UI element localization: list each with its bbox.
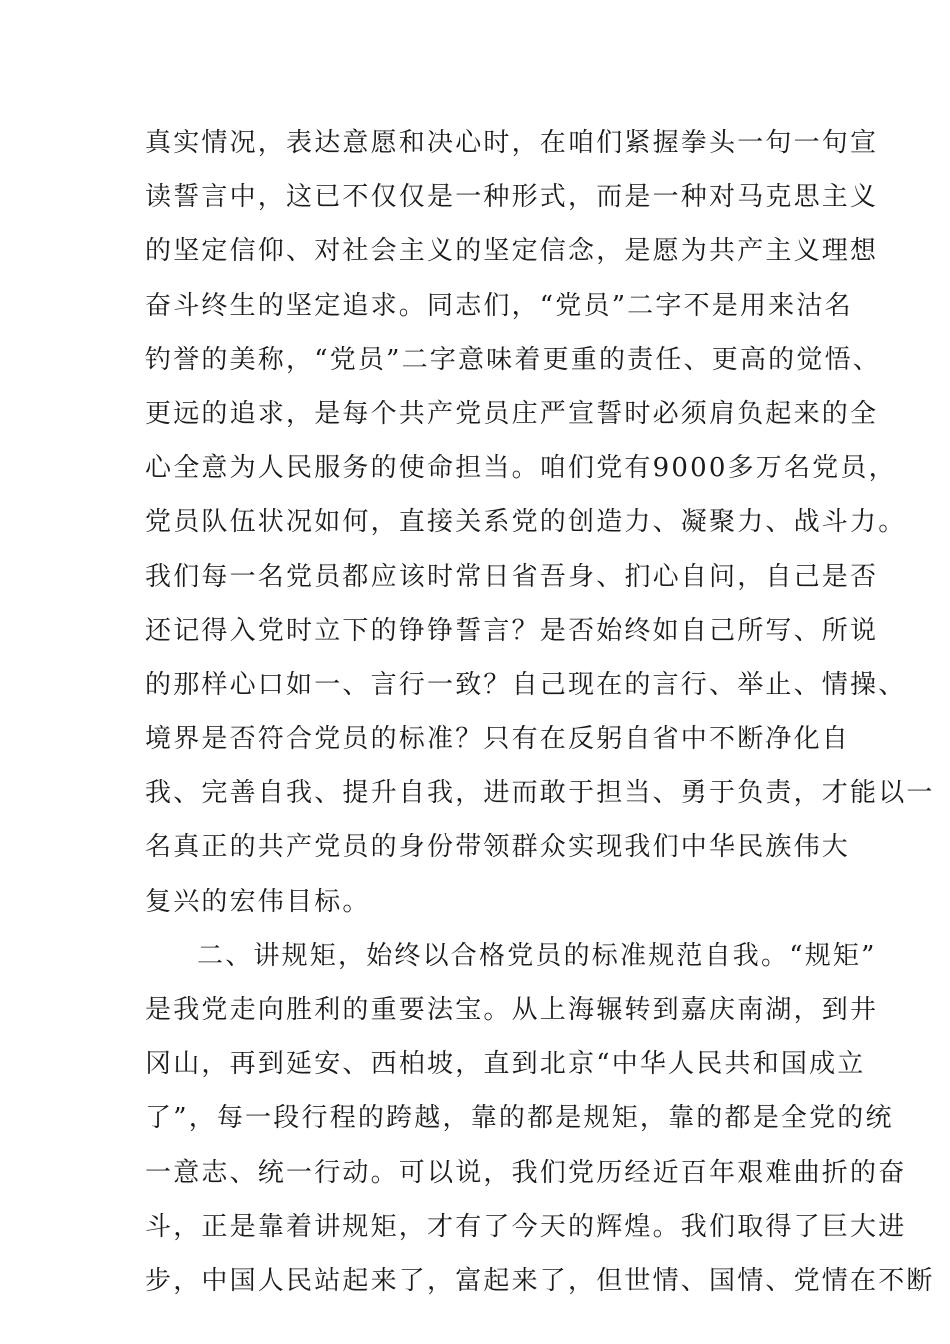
text-line: 了”，每一段行程的跨越，靠的都是规矩，靠的都是全党的统 xyxy=(145,1103,894,1134)
text-line: 步，中国人民站起来了，富起来了，但世情、国情、党情在不断 xyxy=(145,1265,935,1296)
text-line: 名真正的共产党员的身份带领群众实现我们中华民族伟大 xyxy=(145,832,851,863)
text-line: 读誓言中，这已不仅仅是一种形式，而是一种对马克思主义 xyxy=(145,182,879,213)
text-line: 的那样心口如一、言行一致？自己现在的言行、举止、情操、 xyxy=(145,669,907,700)
text-line: 境界是否符合党员的标准？只有在反躬自省中不断净化自 xyxy=(145,724,851,755)
text-line: 心全意为人民服务的使命担当。咱们党有9000多万名党员， xyxy=(145,453,897,484)
text-line: 我们每一名党员都应该时常日省吾身、扪心自问，自己是否 xyxy=(145,561,879,592)
text-line: 奋斗终生的坚定追求。同志们，“党员”二字不是用来沽名 xyxy=(145,290,853,321)
text-line: 还记得入党时立下的铮铮誓言？是否始终如自己所写、所说 xyxy=(145,615,879,646)
text-line: 斗，正是靠着讲规矩，才有了今天的辉煌。我们取得了巨大进 xyxy=(145,1211,907,1242)
text-line: 的坚定信仰、对社会主义的坚定信念，是愿为共产主义理想 xyxy=(145,236,879,267)
body-text xyxy=(145,116,935,1308)
text-line: 我、完善自我、提升自我，进而敢于担当、勇于负责，才能以一 xyxy=(145,778,935,809)
text-line: 党员队伍状况如何，直接关系党的创造力、凝聚力、战斗力。 xyxy=(145,507,907,538)
text-line: 复兴的宏伟目标。 xyxy=(145,886,371,917)
text-line: 是我党走向胜利的重要法宝。从上海辗转到嘉庆南湖，到井 xyxy=(145,995,879,1025)
section-heading-line: 二、讲规矩，始终以合格党员的标准规范自我。“规矩” xyxy=(197,940,877,971)
text-line: 更远的追求，是每个共产党员庄严宣誓时必须肩负起来的全 xyxy=(145,398,879,429)
text-line: 真实情况，表达意愿和决心时，在咱们紧握拳头一句一句宣 xyxy=(145,128,879,158)
text-line: 一意志、统一行动。可以说，我们党历经近百年艰难曲折的奋 xyxy=(145,1157,907,1188)
text-line: 钓誉的美称，“党员”二字意味着更重的责任、更高的觉悟、 xyxy=(145,344,881,375)
text-line: 冈山，再到延安、西柏坡，直到北京“中华人民共和国成立 xyxy=(145,1049,866,1080)
